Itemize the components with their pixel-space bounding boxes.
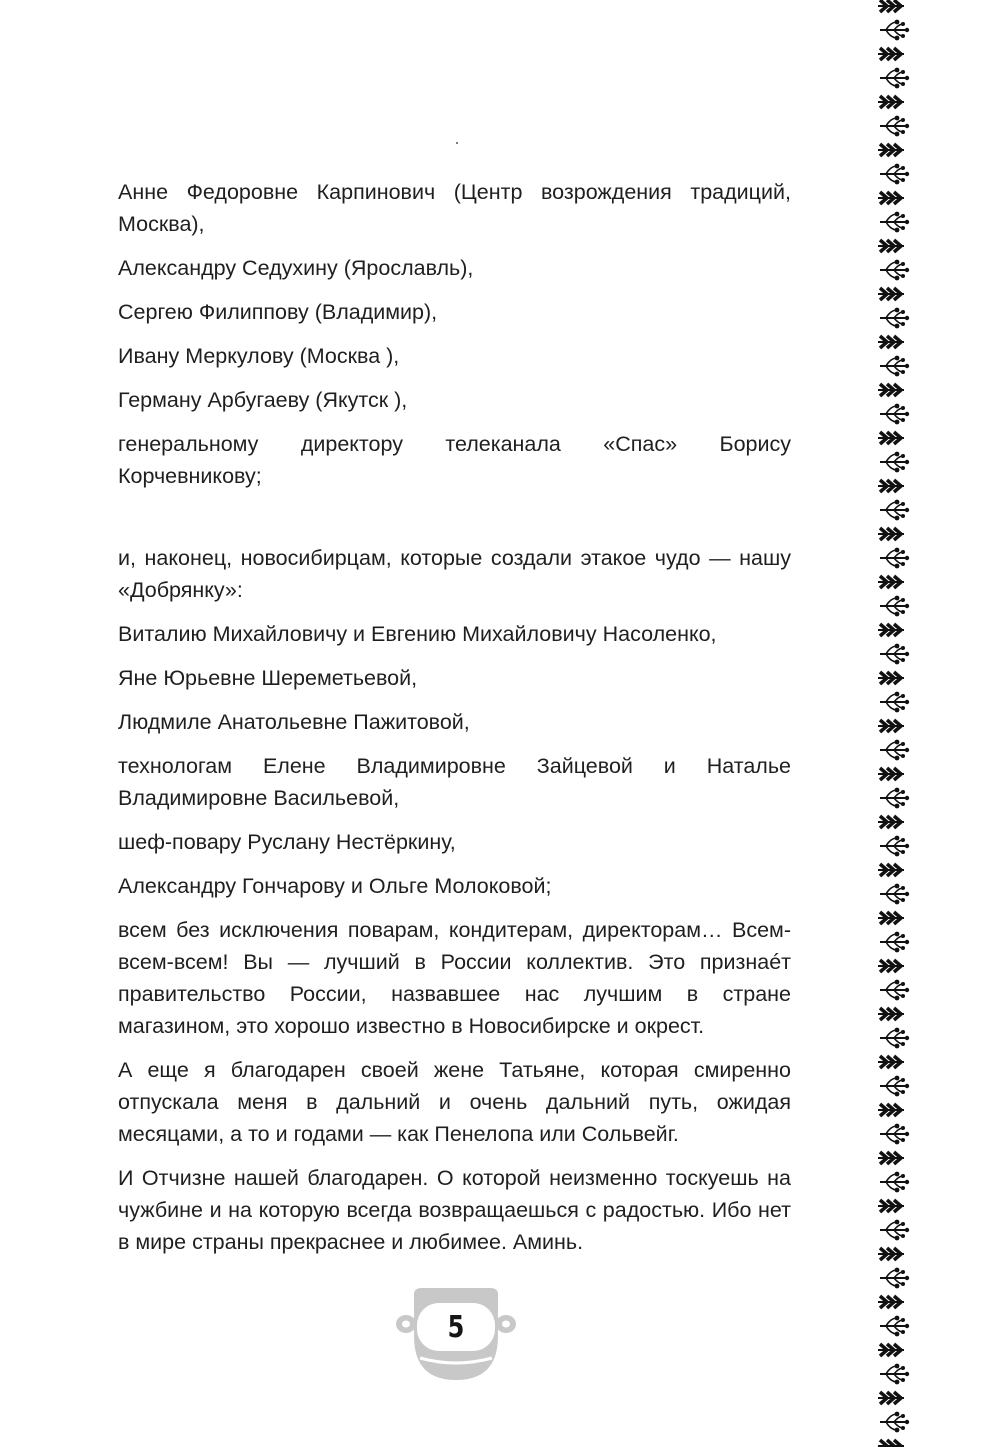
paragraph: и, наконец, новосибирцам, которые создали этакое чудо — нашу «Добрянку»: xyxy=(118,546,791,602)
ornament-branch xyxy=(880,788,909,809)
ornament-branch xyxy=(880,884,909,905)
ornament-arrow xyxy=(878,480,904,492)
ornament-arrow xyxy=(878,1440,904,1447)
ornament-arrow xyxy=(878,1008,904,1020)
ornament-arrow xyxy=(878,912,904,924)
ornament-branch xyxy=(880,1220,909,1241)
ornament-branch xyxy=(880,1364,909,1385)
folk-ornament-border xyxy=(876,0,912,1447)
ornament-branch xyxy=(880,740,909,761)
ornament-branch xyxy=(880,980,909,1001)
ornament-arrow xyxy=(878,528,904,540)
paragraph: Виталию Михайловичу и Евгению Михайловичу Насоленко, xyxy=(118,622,717,646)
ornament-arrow xyxy=(878,288,904,300)
ornament-branch xyxy=(880,116,909,137)
paragraph: Яне Юрьевне Шереметьевой, xyxy=(118,666,418,690)
ornament-branch xyxy=(880,404,909,425)
ornament-branch xyxy=(880,1316,909,1337)
paragraph: технологам Елене Владимировне Зайцевой и Наталье Владимировне Васильевой, xyxy=(118,754,791,810)
ornament-branch xyxy=(880,212,909,233)
ornament-branch xyxy=(880,1076,909,1097)
ornament-arrow xyxy=(878,1152,904,1164)
ornament-branch xyxy=(880,20,909,41)
ornament-branch xyxy=(880,68,909,89)
paragraph: Александру Седухину (Ярославль), xyxy=(118,256,474,280)
paragraph: Александру Гончарову и Ольге Молоковой; xyxy=(118,874,552,898)
ornament-branch xyxy=(880,1124,909,1145)
paragraph: Людмиле Анатольевне Пажитовой, xyxy=(118,710,470,734)
ornament-arrow xyxy=(878,48,904,60)
ornament-arrow xyxy=(878,672,904,684)
ornament-arrow xyxy=(878,864,904,876)
ornament-branch xyxy=(880,164,909,185)
ornament-arrow xyxy=(878,816,904,828)
ornament-branch xyxy=(880,1028,909,1049)
ornament-arrow xyxy=(878,96,904,108)
ornament-arrow xyxy=(878,1104,904,1116)
paragraph: Анне Федоровне Карпинович (Центр возрождения традиций, Москва), xyxy=(118,180,791,236)
ornament-arrow xyxy=(878,432,904,444)
page-number: 5 xyxy=(447,1309,465,1345)
ornament-branch xyxy=(880,596,909,617)
ornament-arrow xyxy=(878,384,904,396)
paragraph: всем без исключения поварам, кондитерам, директорам… Всем-всем-всем! Вы — лучший в России коллектив. Это признаéт правительство России, назвавшее нас лучшим в стране магазином, это хорошо известно в Новосибирске и окрест. xyxy=(118,918,791,1038)
ornament-branch xyxy=(880,644,909,665)
ornament-arrow xyxy=(878,720,904,732)
ornament-arrow xyxy=(878,240,904,252)
ornament-branch xyxy=(880,692,909,713)
ornament-arrow xyxy=(878,576,904,588)
ornament-arrow xyxy=(878,192,904,204)
ornament-arrow xyxy=(878,336,904,348)
ornament-branch xyxy=(880,500,909,521)
ornament-branch xyxy=(880,356,909,377)
ornament-arrow xyxy=(878,144,904,156)
ornament-branch xyxy=(880,1412,909,1433)
ornament-arrow xyxy=(878,1392,904,1404)
ornament-arrow xyxy=(878,1056,904,1068)
acknowledgements-text xyxy=(118,176,791,1270)
ornament-branch xyxy=(880,932,909,953)
ornament-arrow xyxy=(878,1296,904,1308)
ornament-arrow xyxy=(878,960,904,972)
paragraph: А еще я благодарен своей жене Татьяне, которая смиренно отпускала меня в дальний и очень дальний путь, ожидая месяцами, а то и годами — как Пенелопа или Сольвейг. xyxy=(118,1058,791,1146)
ornament-branch xyxy=(880,308,909,329)
ornament-arrow xyxy=(878,1200,904,1212)
decorative-dot xyxy=(456,142,458,144)
paragraph: И Отчизне нашей благодарен. О которой неизменно тоскуешь на чужбине и на которую всегда возвращаешься с радостью. Ибо нет в мире страны прекраснее и любимее. Аминь. xyxy=(118,1166,791,1254)
ornament-branch xyxy=(880,1268,909,1289)
paragraph: Герману Арбугаеву (Якутск ), xyxy=(118,388,408,412)
ornament-arrow xyxy=(878,0,904,12)
ornament-arrow xyxy=(878,1248,904,1260)
ornament-arrow xyxy=(878,624,904,636)
ornament-arrow xyxy=(878,1344,904,1356)
ornament-arrow xyxy=(878,768,904,780)
paragraph: Ивану Меркулову (Москва ), xyxy=(118,344,400,368)
ornament-branch xyxy=(880,260,909,281)
paragraph: генеральному директору телеканала «Спас» Борису Корчевникову; xyxy=(118,432,791,488)
ornament-branch xyxy=(880,1172,909,1193)
paragraph: Сергею Филиппову (Владимир), xyxy=(118,300,438,324)
ornament-branch xyxy=(880,836,909,857)
ornament-branch xyxy=(880,548,909,569)
paragraph: шеф-повару Руслану Нестёркину, xyxy=(118,830,456,854)
ornament-branch xyxy=(880,452,909,473)
